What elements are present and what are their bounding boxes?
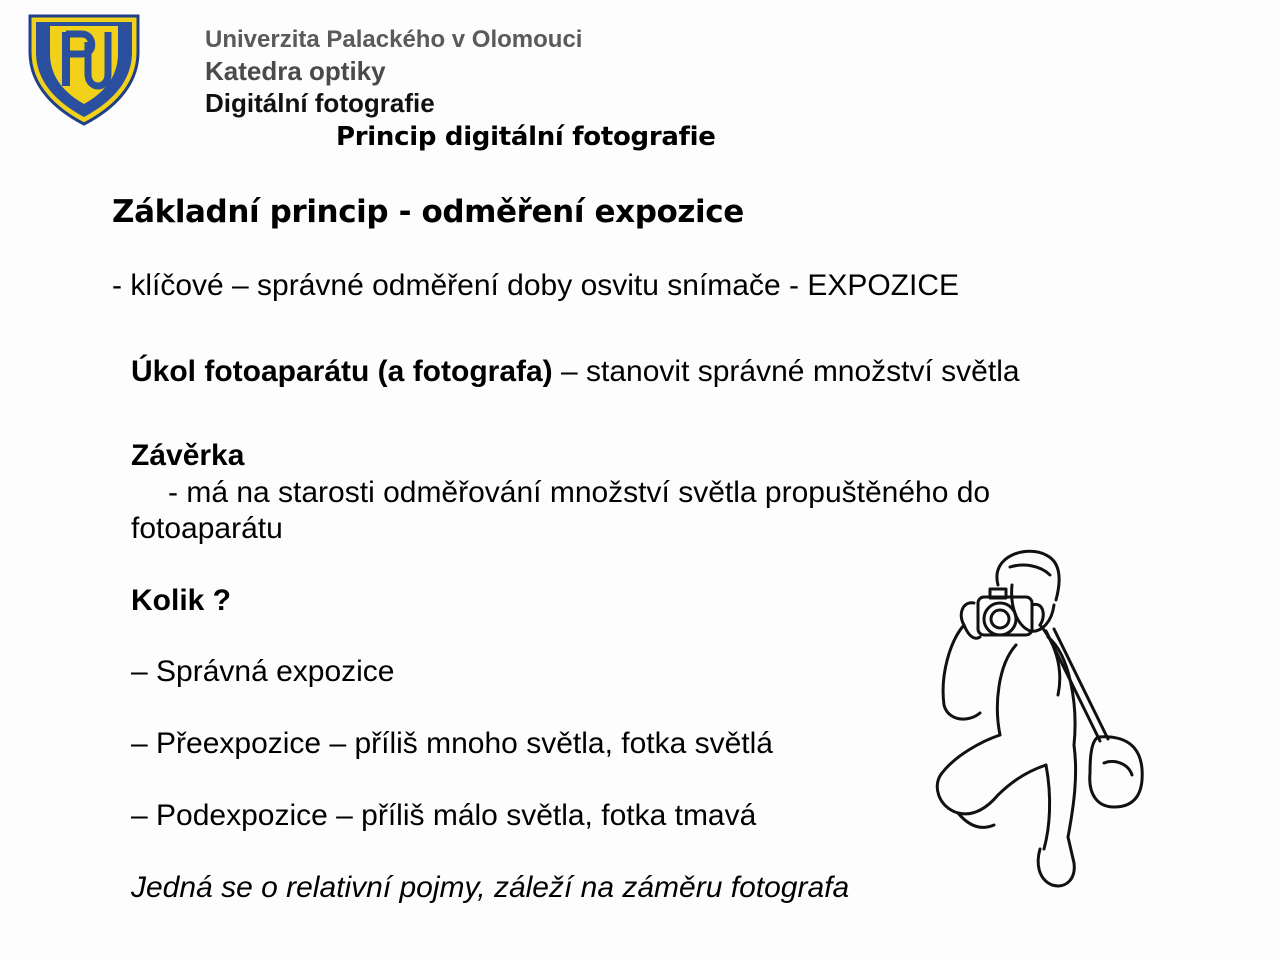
- task-line: [131, 354, 1020, 390]
- task-rest: – stanovit správné množství světla: [552, 355, 1020, 388]
- shutter-desc-line2: fotoaparátu: [131, 512, 283, 545]
- course-name: Digitální fotografie: [205, 88, 435, 118]
- slide-title: Princip digitální fotografie: [336, 122, 716, 152]
- task-bold: Úkol fotoaparátu (a fotografa): [131, 355, 553, 388]
- department-name: Katedra optiky: [205, 56, 386, 86]
- bullet-correct-exposure: – Správná expozice: [131, 655, 395, 688]
- key-point: - klíčové – správné odměření doby osvitu snímače - EXPOZICE: [112, 269, 960, 302]
- section-heading: Základní princip - odměření expozice: [112, 194, 744, 230]
- university-name: Univerzita Palackého v Olomouci: [205, 26, 583, 53]
- note: Jedná se o relativní pojmy, záleží na záměru fotografa: [131, 871, 850, 904]
- photographer-illustration: [928, 545, 1153, 905]
- shutter-heading: Závěrka: [131, 439, 245, 472]
- shutter-desc-line1: - má na starosti odměřování množství světla propuštěného do: [168, 476, 991, 509]
- university-logo: [26, 12, 142, 128]
- bullet-overexposure: – Přeexpozice – příliš mnoho světla, fotka světlá: [131, 727, 773, 760]
- how-much-heading: Kolik ?: [131, 584, 232, 617]
- bullet-underexposure: – Podexpozice – příliš málo světla, fotka tmavá: [131, 799, 757, 832]
